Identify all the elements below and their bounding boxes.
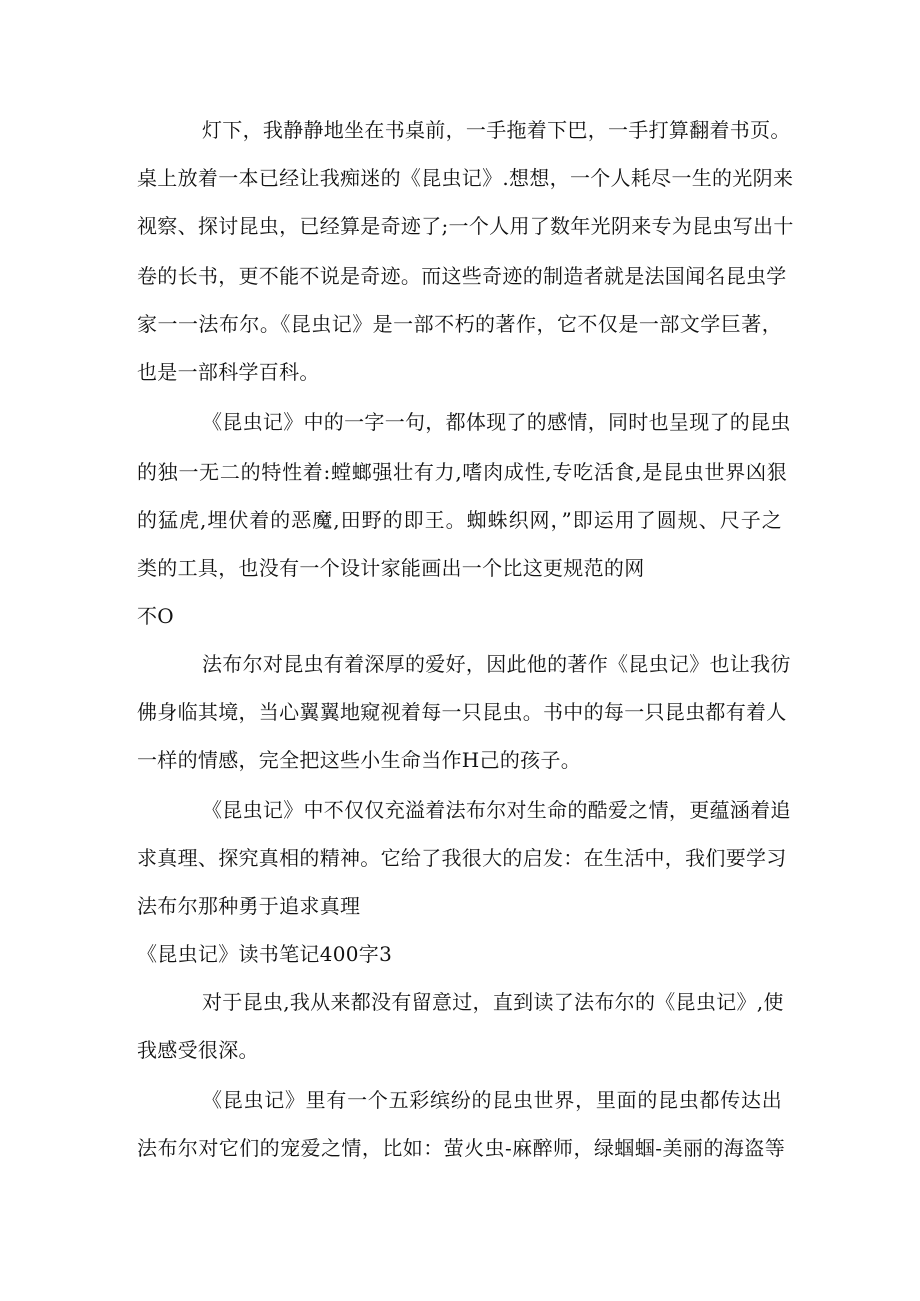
text-line-4: 卷的长书，更不能不说是奇迹。而这些奇迹的制造者就是法国闻名昆虫学 [137, 264, 787, 288]
text-line-9: 的猛虎,埋伏着的恶魔,田野的即王。蜘蛛织网，”即运用了圆规、尺子之 [137, 508, 782, 532]
text-line-10: 类的工具，也没有一个设计家能画出一个比这更规范的网 [137, 556, 645, 580]
section-heading: 《昆虫记》读书笔记400字3 [137, 942, 393, 966]
text-line-1: 灯下，我静静地坐在书桌前，一手拖着下巴，一手打算翻着书页。 [202, 118, 791, 142]
text-line-5: 家一一法布尔。《昆虫记》是一部不朽的著作，它不仅是一部文学巨著， [137, 312, 782, 336]
text-line-19: 对于昆虫,我从来都没有留意过，直到读了法布尔的《昆虫记》,使 [202, 990, 784, 1014]
text-line-6: 也是一部科学百科。 [137, 360, 320, 384]
text-line-8: 的独一无二的特性着:螳螂强壮有力,嗜肉成性,专吃活食,是昆虫世界凶狠 [137, 460, 787, 484]
text-line-11: 不O [137, 604, 174, 628]
text-line-12: 法布尔对昆虫有着深厚的爱好，因此他的著作《昆虫记》也让我彷 [202, 652, 791, 676]
text-line-15: 《昆虫记》中不仅仅充溢着法布尔对生命的酷爱之情，更蕴涵着追 [202, 798, 791, 822]
text-line-20: 我感受很深。 [137, 1038, 259, 1062]
text-line-7: 《昆虫记》中的一字一句，都体现了的感情，同时也呈现了的昆虫 [202, 410, 791, 434]
text-line-13: 佛身临其境，当心翼翼地窥视着每一只昆虫。书中的每一只昆虫都有着人 [137, 700, 787, 724]
text-line-3: 视察、探讨昆虫，已经算是奇迹了;一个人用了数年光阴来专为昆虫写出十 [137, 214, 794, 238]
text-line-14: 一样的情感，完全把这些小生命当作H己的孩子。 [137, 748, 582, 772]
text-line-22: 法布尔对它们的宠爱之情，比如：萤火虫-麻醉师，绿蝈蝈-美丽的海盗等 [137, 1136, 785, 1160]
text-line-21: 《昆虫记》里有一个五彩缤纷的昆虫世界，里面的昆虫都传达出 [202, 1088, 782, 1112]
text-line-2: 桌上放着一本已经让我痴迷的《昆虫记》.想想，一个人耗尽一生的光阴来 [137, 166, 794, 190]
text-line-16: 求真理、探究真相的精神。它给了我很大的启发：在生活中，我们要学习 [137, 846, 787, 870]
text-line-17: 法布尔那种勇于追求真理 [137, 894, 361, 918]
